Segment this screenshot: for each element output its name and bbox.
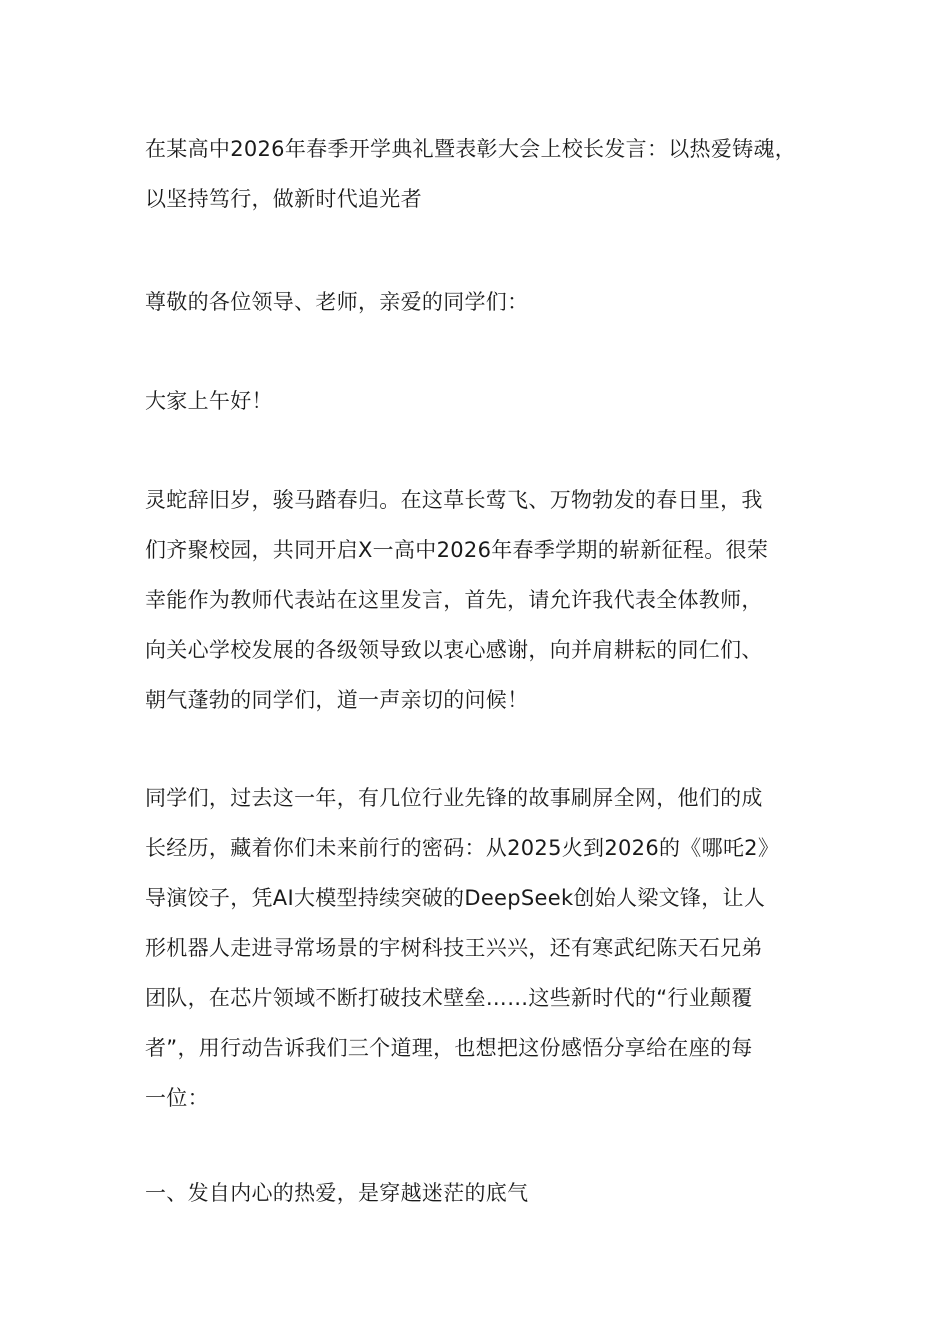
paragraph-line: 朝气蓬勃的同学们，道一声亲切的问候！ — [145, 688, 529, 712]
paragraph-line: 同学们，过去这一年，有几位行业先锋的故事刷屏全网，他们的成 — [145, 786, 763, 810]
title-line: 以坚持笃行，做新时代追光者 — [145, 187, 422, 211]
paragraph-line: 幸能作为教师代表站在这里发言，首先，请允许我代表全体教师， — [145, 588, 763, 612]
paragraph-line: 灵蛇辞旧岁，骏马踏春归。在这草长莺飞、万物勃发的春日里，我 — [145, 488, 763, 512]
paragraph-line: 长经历，藏着你们未来前行的密码：从2025火到2026的《哪吒2》 — [145, 836, 780, 860]
paragraph-line: 一位： — [145, 1086, 209, 1110]
paragraph-line: 者”，用行动告诉我们三个道理，也想把这份感悟分享给在座的每 — [145, 1036, 753, 1060]
paragraph-intro — [145, 475, 825, 725]
paragraph-line: 导演饺子，凭AI大模型持续突破的DeepSeek创始人梁文锋，让人 — [145, 886, 766, 910]
paragraph-line: 向关心学校发展的各级领导致以衷心感谢，向并肩耕耘的同仁们、 — [145, 638, 763, 662]
section-heading — [145, 1168, 825, 1218]
document-title — [145, 124, 825, 224]
paragraph-line: 形机器人走进寻常场景的宇树科技王兴兴，还有寒武纪陈天石兄弟 — [145, 936, 763, 960]
paragraph-line: 们齐聚校园，共同开启X一高中2026年春季学期的崭新征程。很荣 — [145, 538, 769, 562]
title-line: 在某高中2026年春季开学典礼暨表彰大会上校长发言：以热爱铸魂， — [145, 137, 797, 161]
paragraph-pioneers — [145, 773, 825, 1123]
greeting-line: 大家上午好！ — [145, 389, 273, 413]
paragraph-line: 团队，在芯片领域不断打破技术壁垒……这些新时代的“行业颠覆 — [145, 986, 753, 1010]
greeting — [145, 376, 825, 426]
salutation-line: 尊敬的各位领导、老师，亲爱的同学们： — [145, 290, 529, 314]
section-heading-line: 一、发自内心的热爱，是穿越迷茫的底气 — [145, 1181, 529, 1205]
salutation — [145, 277, 825, 327]
